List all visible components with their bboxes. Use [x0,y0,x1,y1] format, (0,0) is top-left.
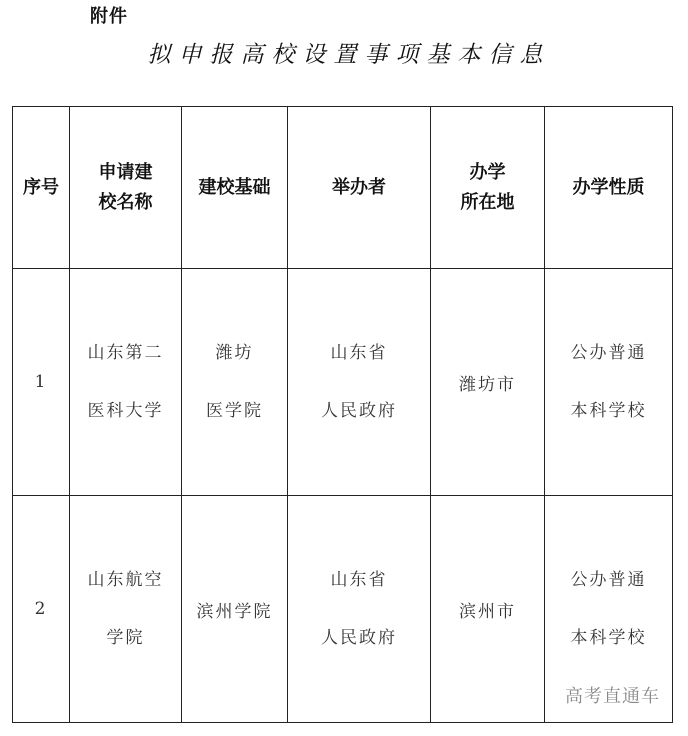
attachment-label: 附件 [90,6,128,27]
header-school-name: 申请建 校名称 [70,107,182,269]
header-location: 办学 所在地 [431,107,545,269]
document-title: 拟申报高校设置事项基本信息 [147,42,551,68]
table-header-row [13,107,673,269]
cell-sponsor: 山东省 人民政府 [288,496,431,723]
school-info-table [12,106,673,723]
cell-school-name: 山东第二 医科大学 [70,269,182,496]
cell-basis: 潍坊 医学院 [182,269,288,496]
watermark: 高考直通车 [565,686,660,707]
table-row [13,269,673,496]
header-nature: 办学性质 [545,107,673,269]
cell-location: 滨州市 [431,496,545,723]
cell-index: 1 [13,269,70,496]
header-sponsor: 举办者 [288,107,431,269]
header-index: 序号 [13,107,70,269]
header-basis: 建校基础 [182,107,288,269]
cell-school-name: 山东航空 学院 [70,496,182,723]
cell-basis: 滨州学院 [182,496,288,723]
cell-nature: 公办普通 本科学校 [545,496,673,723]
cell-index: 2 [13,496,70,723]
cell-sponsor: 山东省 人民政府 [288,269,431,496]
cell-nature: 公办普通 本科学校 [545,269,673,496]
cell-location: 潍坊市 [431,269,545,496]
